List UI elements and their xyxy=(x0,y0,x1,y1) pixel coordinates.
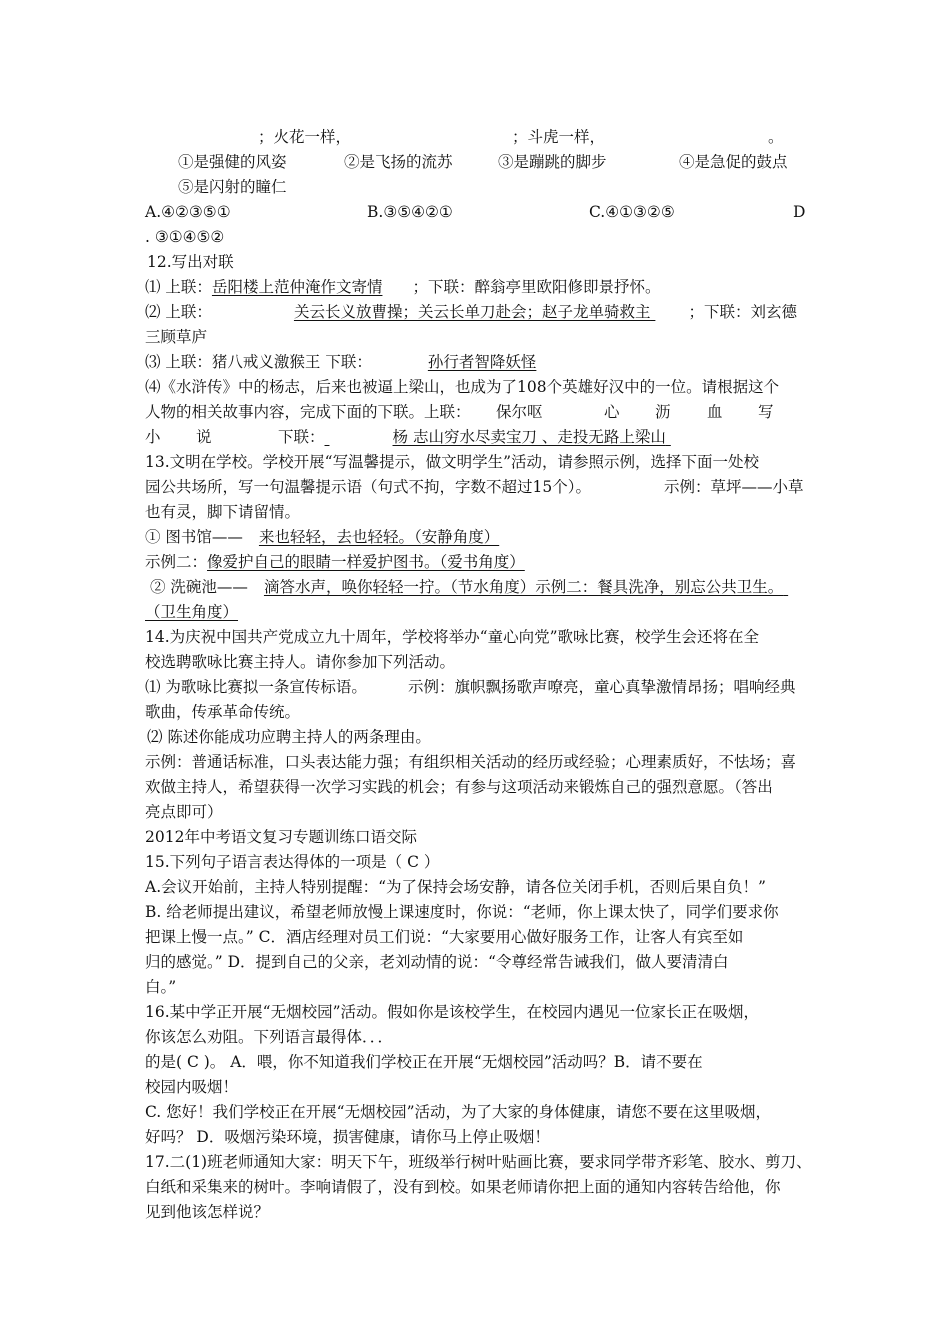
q14-part2: ⑵ 陈述你能成功应聘主持人的两条理由。 xyxy=(147,728,431,746)
q14-example-line1: 示例：普通话标准，口头表达能力强；有组织相关活动的经历或经验；心理素质好，不怯场；喜 xyxy=(145,753,797,771)
q17-line3: 见到他该怎样说？ xyxy=(145,1203,270,1221)
q16-line6: 好吗？ D．吸烟污染环境，损害健康，请你马上停止吸烟！ xyxy=(145,1128,550,1146)
q16-line2: 你该怎么劝阻。下列语言最得体．．． xyxy=(145,1028,394,1046)
q16-line1: 16.某中学正开展“无烟校园”活动。假如你是该校学生，在校园内遇见一位家长正在吸烟， xyxy=(145,1003,760,1021)
q13-line2b: 示例：草坪——小草 xyxy=(664,478,804,496)
q11-line1c: 。 xyxy=(768,128,784,146)
q12-part4-word-1: 保尔呕 xyxy=(496,403,543,421)
q12-part4-xialian-label: 下联： xyxy=(278,428,325,446)
q12-part4-line3a: 小 xyxy=(145,428,161,446)
q15-line2: A.会议开始前，主持人特别提醒：“为了保持会场安静，请各位关闭手机，否则后果自负！” xyxy=(145,878,766,896)
q11-choice-d-cont: . ③①④⑤② xyxy=(145,228,225,246)
q12-part4-word-3: 沥 xyxy=(655,403,671,421)
q13-example2 xyxy=(145,551,525,573)
q15-line4: 把课上慢一点。” C．酒店经理对员工们说：“大家要用心做好服务工作，让客人有宾至如 xyxy=(145,928,744,946)
q12-part2-answer: 关云长义放曹操；关云长单刀赴会；赵子龙单骑救主 xyxy=(293,303,651,321)
q12-part4-line3c xyxy=(278,426,680,448)
q14-part1b: 示例：旗帜飘扬歌声嘹亮，童心真挚激情昂扬；唱响经典 xyxy=(408,678,796,696)
q12-part4-line1: ⑷《水浒传》中的杨志，后来也被逼上梁山，也成为了108个英雄好汉中的一位。请根据这个 xyxy=(145,378,780,396)
q15-line1: 15.下列句子语言表达得体的一项是（ C ） xyxy=(145,853,440,871)
q12-part2-cont: 三顾草庐 xyxy=(145,328,208,346)
q12-part2-suffix: ；下联：刘玄德 xyxy=(688,303,797,321)
q12-part1-answer: 岳阳楼上范仲淹作文寄情 xyxy=(211,278,383,296)
q12-part3 xyxy=(145,351,536,373)
section-heading: 2012年中考语文复习专题训练口语交际 xyxy=(145,828,417,846)
q16-line4: 校园内吸烟！ xyxy=(145,1078,239,1096)
q13-line2a: 园公共场所，写一句温馨提示语（句式不拘，字数不超过15个）。 xyxy=(145,478,591,496)
q12-part4-word-5: 写 xyxy=(758,403,774,421)
q14-line1: 14.为庆祝中国共产党成立九十周年，学校将举办“童心向党”歌咏比赛，校学生会还将在全 xyxy=(145,628,760,646)
q13-answer2-text: 滴答水声，唤你轻轻一拧。（节水角度）示例二：餐具洗净，别忘公共卫生。 xyxy=(263,578,784,596)
q12-part4-answer: 杨 志山穷水尽卖宝刀 、走投无路上梁山 xyxy=(392,428,666,446)
q12-part3-answer: 孙行者智降妖怪 xyxy=(427,353,537,371)
q12-part3-prefix: ⑶ 上联：猪八戒义激猴王 下联： xyxy=(145,353,372,371)
q12-part4-word-2: 心 xyxy=(604,403,620,421)
q12-part2 xyxy=(145,301,797,323)
q16-line3: 的是( C )。 A．喂，你不知道我们学校正在开展“无烟校园”活动吗？B．请不要在 xyxy=(145,1053,703,1071)
q12-part4-line2: 人物的相关故事内容，完成下面的下联。上联： xyxy=(145,403,471,421)
q13-answer2 xyxy=(150,576,823,598)
q15-line5: 归的感觉。” D．提到自己的父亲，老刘动情的说：“令尊经常告诫我们，做人要清清白 xyxy=(145,953,729,971)
q13-answer2-tail xyxy=(145,601,238,623)
q15-line6: 白。” xyxy=(145,978,177,996)
q11-choice-d: D xyxy=(793,203,806,221)
q12-part1-prefix: ⑴ 上联： xyxy=(145,278,212,296)
q12-part2-prefix: ⑵ 上联： xyxy=(145,303,212,321)
q14-line2: 校选聘歌咏比赛主持人。请你参加下列活动。 xyxy=(145,653,456,671)
q11-line1a: ；火花一样， xyxy=(258,128,352,146)
q13-line3: 也有灵，脚下请留情。 xyxy=(145,503,301,521)
q12-part1 xyxy=(145,276,660,298)
q13-answer1 xyxy=(145,526,499,548)
q14-part1c: 歌曲，传承革命传统。 xyxy=(145,703,301,721)
q13-example2-text: 像爱护自己的眼睛一样爱护图书。（爱书角度） xyxy=(207,553,525,571)
q15-line3: B. 给老师提出建议，希望老师放慢上课速度时，你说：“老师，你上课太快了，同学们要求你 xyxy=(145,903,779,921)
q11-option-2: ②是飞扬的流苏 xyxy=(344,153,453,171)
q13-answer1-prefix: ① 图书馆—— xyxy=(145,528,243,546)
q13-answer1-text: 来也轻轻，去也轻轻。（安静角度） xyxy=(258,528,500,546)
q11-option-1: ①是强健的风姿 xyxy=(178,153,287,171)
q11-option-5: ⑤是闪射的瞳仁 xyxy=(178,178,287,196)
q14-part1a: ⑴ 为歌咏比赛拟一条宣传标语。 xyxy=(145,678,367,696)
q12-part1-suffix: ；下联：醉翁亭里欧阳修即景抒怀。 xyxy=(412,278,661,296)
q11-choice-a: A.④②③⑤① xyxy=(145,203,231,221)
q11-option-4: ④是急促的鼓点 xyxy=(679,153,788,171)
q11-choice-b: B.③⑤④②① xyxy=(367,203,453,221)
q11-option-3: ③是蹦跳的脚步 xyxy=(498,153,607,171)
q17-line2: 白纸和采集来的树叶。李响请假了，没有到校。如果老师请你把上面的通知内容转告给他，你 xyxy=(145,1178,781,1196)
q14-example-line2: 欢做主持人，希望获得一次学习实践的机会；有参与这项活动来锻炼自己的强烈意愿。（答出 xyxy=(145,778,773,796)
q16-line5: C. 您好！我们学校正在开展“无烟校园”活动，为了大家的身体健康，请您不要在这里吸烟， xyxy=(145,1103,772,1121)
q13-example2-prefix: 示例二： xyxy=(145,553,208,571)
q14-example-line3: 亮点即可） xyxy=(145,803,223,821)
q12-title: 12.写出对联 xyxy=(147,253,234,271)
q12-part4-word-4: 血 xyxy=(707,403,723,421)
q13-answer2-prefix: ② 洗碗池—— xyxy=(150,578,248,596)
q11-line1b: ；斗虎一样， xyxy=(512,128,606,146)
q17-line1: 17.二(1)班老师通知大家：明天下午，班级举行树叶贴画比赛，要求同学带齐彩笔、胶水、剪刀、 xyxy=(145,1153,812,1171)
q13-answer2-tail-text: （卫生角度） xyxy=(145,603,239,621)
q12-part4-line3b: 说 xyxy=(196,428,212,446)
q13-line1: 13.文明在学校。学校开展“写温馨提示，做文明学生”活动，请参照示例，选择下面一处校 xyxy=(145,453,760,471)
q11-choice-c: C.④①③②⑤ xyxy=(589,203,675,221)
